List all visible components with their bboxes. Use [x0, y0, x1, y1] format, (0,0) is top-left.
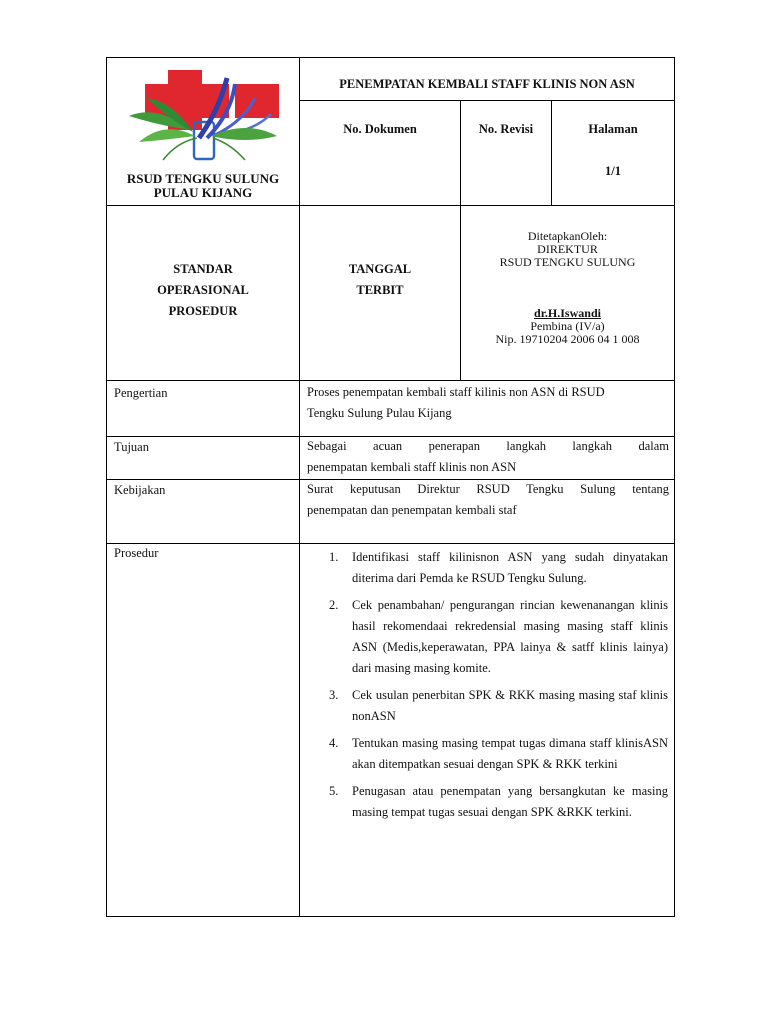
hospital-logo-icon	[127, 70, 279, 170]
tanggal-terbit-line2: TERBIT	[356, 283, 404, 297]
table-divider-title	[299, 100, 675, 101]
table-divider-header	[106, 205, 675, 206]
table-divider-halaman	[551, 100, 552, 205]
procedure-list	[322, 547, 668, 829]
step-number: 1.	[329, 550, 339, 564]
hospital-name-line2: PULAU KIJANG	[153, 185, 253, 200]
kebijakan-line1: Surat keputusan Direktur RSUD Tengku Sulung tentang	[307, 482, 669, 496]
kebijakan-line2: penempatan dan penempatan kembali staf	[307, 503, 517, 517]
step-text: Penugasan atau penempatan yang bersangkutan ke masing masing tempat tugas sesuai dengan SPK &RKK terkini.	[352, 784, 668, 819]
step-number: 5.	[329, 784, 339, 798]
tujuan-line2: penempatan kembali staff klinis non ASN	[307, 460, 517, 474]
table-border-bottom	[106, 916, 675, 917]
pengertian-line2: Tengku Sulung Pulau Kijang	[307, 406, 452, 420]
step-text: Cek penambahan/ pengurangan rincian kewenanangan klinis hasil rekomendaai rekredensial masing masing staff klinis ASN (Medis,keperawatan, PPA lainya & satff klinis lainya) dari masing masing komite.	[352, 598, 668, 675]
no-dokumen-label: No. Dokumen	[343, 122, 417, 136]
director-name: dr.H.Iswandi	[534, 306, 601, 320]
direktur-hospital: RSUD TENGKU SULUNG	[499, 255, 636, 269]
procedure-step	[322, 685, 668, 727]
step-text: Cek usulan penerbitan SPK & RKK masing masing staf klinis nonASN	[352, 688, 668, 723]
procedure-step	[322, 595, 668, 679]
hospital-name-line1: RSUD TENGKU SULUNG	[126, 171, 280, 186]
halaman-label: Halaman	[588, 122, 638, 136]
ditetapkan-oleh: DitetapkanOleh:	[527, 229, 608, 243]
prosedur-label: Prosedur	[114, 546, 159, 560]
tujuan-line1: Sebagai acuan penerapan langkah langkah dalam	[307, 439, 669, 453]
sop-line1: STANDAR	[173, 262, 233, 276]
table-divider-label-col	[299, 57, 300, 917]
director-nip: Nip. 19710204 2006 04 1 008	[495, 332, 640, 346]
procedure-step	[322, 781, 668, 823]
step-number: 4.	[329, 736, 339, 750]
pengertian-line1: Proses penempatan kembali staff kilinis non ASN di RSUD	[307, 385, 605, 399]
step-number: 3.	[329, 688, 339, 702]
step-text: Identifikasi staff kilinisnon ASN yang sudah dinyatakan diterima dari Pemda ke RSUD Tengku Sulung.	[352, 550, 668, 585]
step-text: Tentukan masing masing tempat tugas dimana staff klinisASN akan ditempatkan sesuai dengan SPK & RKK terkini	[352, 736, 668, 771]
pengertian-label: Pengertian	[114, 386, 168, 400]
tanggal-terbit-line1: TANGGAL	[348, 262, 412, 276]
direktur-title: DIREKTUR	[537, 242, 598, 256]
no-revisi-label: No. Revisi	[478, 122, 534, 136]
halaman-value: 1/1	[605, 164, 621, 178]
sop-line2: OPERASIONAL	[157, 283, 249, 297]
table-border-right	[674, 57, 675, 917]
step-number: 2.	[329, 598, 339, 612]
table-divider-kebijakan	[106, 543, 675, 544]
procedure-step	[322, 547, 668, 589]
sop-line3: PROSEDUR	[168, 304, 238, 318]
procedure-step	[322, 733, 668, 775]
table-border-top	[106, 57, 675, 58]
tujuan-label: Tujuan	[114, 440, 149, 454]
table-divider-sop	[106, 380, 675, 381]
document-title: PENEMPATAN KEMBALI STAFF KLINIS NON ASN	[339, 77, 635, 91]
kebijakan-label: Kebijakan	[114, 483, 166, 497]
director-rank: Pembina (IV/a)	[530, 319, 605, 333]
